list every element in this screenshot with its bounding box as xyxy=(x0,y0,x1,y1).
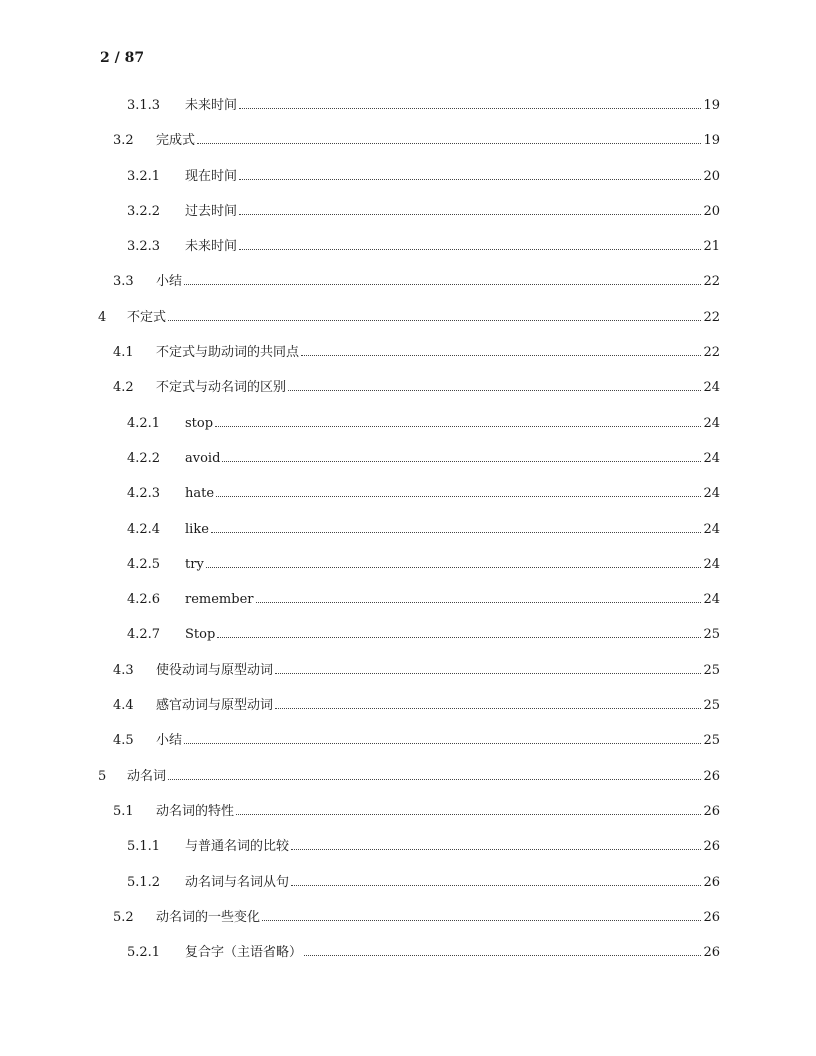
toc-dot-leader xyxy=(211,531,702,533)
toc-dot-leader xyxy=(275,672,701,674)
toc-entry[interactable] xyxy=(0,371,816,406)
toc-entry-line xyxy=(127,874,720,892)
toc-entry-line xyxy=(113,379,720,397)
toc-entry-number: 4.2.1 xyxy=(127,415,161,431)
toc-entry-number: 4.4 xyxy=(113,698,134,714)
toc-entry-page[interactable]: 22 xyxy=(703,345,720,361)
toc-entry[interactable] xyxy=(0,724,816,759)
toc-entry[interactable] xyxy=(0,866,816,901)
toc-entry-title[interactable]: avoid xyxy=(185,450,221,466)
toc-entry[interactable] xyxy=(0,477,816,512)
toc-entry-number: 3.1.3 xyxy=(127,98,161,113)
toc-entry-number: 3.2 xyxy=(113,133,134,149)
toc-entry-line xyxy=(113,273,720,291)
toc-entry-number: 4.2.7 xyxy=(127,627,161,643)
toc-entry-title[interactable]: 使役动词与原型动词 xyxy=(156,662,274,678)
toc-entry[interactable] xyxy=(0,618,816,653)
toc-entry-line xyxy=(113,662,720,680)
toc-entry-title[interactable]: try xyxy=(185,556,204,572)
toc-entry-number: 4 xyxy=(98,309,107,325)
toc-entry-title[interactable]: 动名词 xyxy=(127,768,167,784)
toc-entry-page[interactable]: 25 xyxy=(703,698,720,714)
toc-entry[interactable] xyxy=(0,548,816,583)
toc-entry-line xyxy=(127,944,720,962)
toc-entry-line xyxy=(127,521,720,539)
toc-dot-leader xyxy=(262,919,701,921)
table-of-contents xyxy=(0,89,816,971)
toc-entry-page[interactable]: 24 xyxy=(703,521,720,537)
toc-entry-number: 5.2 xyxy=(113,909,134,925)
toc-entry[interactable] xyxy=(0,195,816,230)
toc-entry-title[interactable]: 感官动词与原型动词 xyxy=(156,698,274,714)
toc-entry-page[interactable]: 24 xyxy=(703,380,720,396)
toc-entry-line xyxy=(113,132,720,150)
toc-entry-title[interactable]: 不定式与动名词的区别 xyxy=(156,380,287,396)
toc-entry[interactable] xyxy=(0,583,816,618)
toc-entry-title[interactable]: like xyxy=(185,521,209,537)
toc-entry[interactable] xyxy=(0,301,816,336)
toc-entry-title[interactable]: remember xyxy=(185,592,254,608)
toc-entry-page[interactable]: 26 xyxy=(703,945,720,961)
toc-entry[interactable] xyxy=(0,230,816,265)
toc-dot-leader xyxy=(168,319,701,321)
toc-entry-number: 3.2.1 xyxy=(127,168,161,184)
toc-entry-title[interactable]: 与普通名词的比较 xyxy=(185,839,290,855)
toc-entry-title[interactable]: 完成式 xyxy=(156,133,196,149)
toc-entry-page[interactable]: 25 xyxy=(703,662,720,678)
toc-entry-line xyxy=(127,238,720,256)
toc-entry-title[interactable]: 小结 xyxy=(156,733,183,749)
toc-entry[interactable] xyxy=(0,160,816,195)
toc-entry-page[interactable]: 20 xyxy=(703,203,720,219)
toc-dot-leader xyxy=(239,248,701,250)
toc-entry-number: 5.2.1 xyxy=(127,945,161,961)
toc-entry[interactable] xyxy=(0,265,816,300)
toc-entry-page[interactable]: 25 xyxy=(703,627,720,643)
toc-dot-leader xyxy=(304,954,701,956)
toc-entry-page[interactable]: 20 xyxy=(703,168,720,184)
toc-dot-leader xyxy=(197,142,701,144)
toc-entry-line xyxy=(127,415,720,433)
toc-entry-page[interactable]: 22 xyxy=(703,274,720,290)
toc-entry[interactable] xyxy=(0,654,816,689)
toc-entry-number: 3.3 xyxy=(113,274,134,290)
toc-entry-title[interactable]: 动名词的一些变化 xyxy=(156,909,261,925)
toc-dot-leader xyxy=(236,813,701,815)
toc-dot-leader xyxy=(291,884,701,886)
toc-entry-line xyxy=(127,838,720,856)
toc-entry[interactable] xyxy=(0,89,816,124)
toc-entry-page[interactable]: 24 xyxy=(703,415,720,431)
toc-entry-line xyxy=(98,309,720,327)
toc-entry[interactable] xyxy=(0,936,816,971)
toc-entry-title[interactable]: 未来时间 xyxy=(185,239,238,255)
toc-entry-title[interactable]: hate xyxy=(185,486,215,502)
toc-entry-page[interactable]: 24 xyxy=(703,556,720,572)
toc-dot-leader xyxy=(275,707,701,709)
toc-entry-line xyxy=(113,803,720,821)
toc-entry-line xyxy=(127,450,720,468)
toc-dot-leader xyxy=(239,178,701,180)
page-number: 2 / 87 xyxy=(100,50,145,66)
toc-entry[interactable] xyxy=(0,795,816,830)
toc-dot-leader xyxy=(239,213,701,215)
toc-entry-line xyxy=(113,909,720,927)
toc-dot-leader xyxy=(184,283,701,285)
toc-entry[interactable] xyxy=(0,760,816,795)
toc-entry-line xyxy=(127,97,720,115)
toc-entry[interactable] xyxy=(0,442,816,477)
toc-entry[interactable] xyxy=(0,407,816,442)
toc-entry-page[interactable]: 24 xyxy=(703,592,720,608)
toc-entry-line xyxy=(127,203,720,221)
toc-entry-page[interactable]: 26 xyxy=(703,768,720,784)
toc-dot-leader xyxy=(291,848,701,850)
toc-entry-line xyxy=(127,485,720,503)
toc-entry-title[interactable]: 未来时间 xyxy=(185,98,238,113)
toc-entry-number: 5.1 xyxy=(113,803,134,819)
toc-entry-title[interactable]: stop xyxy=(185,415,214,431)
toc-entry-title[interactable]: Stop xyxy=(185,627,216,643)
toc-entry-page[interactable]: 26 xyxy=(703,909,720,925)
toc-entry[interactable] xyxy=(0,901,816,936)
toc-entry-number: 4.2.6 xyxy=(127,592,161,608)
toc-dot-leader xyxy=(222,460,701,462)
toc-entry-number: 4.5 xyxy=(113,733,134,749)
toc-entry-number: 4.2.5 xyxy=(127,556,161,572)
toc-entry-number: 3.2.3 xyxy=(127,239,161,255)
toc-entry-page[interactable]: 19 xyxy=(703,133,720,149)
toc-entry-page[interactable]: 24 xyxy=(703,450,720,466)
toc-entry[interactable] xyxy=(0,689,816,724)
toc-entry-title[interactable]: 动名词的特性 xyxy=(156,803,235,819)
toc-entry-number: 4.2.3 xyxy=(127,486,161,502)
toc-entry-line xyxy=(127,556,720,574)
toc-dot-leader xyxy=(239,107,701,109)
toc-entry-number: 5 xyxy=(98,768,107,784)
toc-entry-number: 4.2 xyxy=(113,380,134,396)
toc-dot-leader xyxy=(206,566,702,568)
toc-entry[interactable] xyxy=(0,336,816,371)
toc-entry-line xyxy=(98,768,720,786)
toc-entry-page[interactable]: 26 xyxy=(703,803,720,819)
toc-dot-leader xyxy=(217,636,701,638)
toc-entry-number: 4.2.2 xyxy=(127,450,161,466)
toc-entry-number: 3.2.2 xyxy=(127,203,161,219)
toc-entry-page[interactable]: 24 xyxy=(703,486,720,502)
toc-entry-title[interactable]: 过去时间 xyxy=(185,203,238,219)
toc-entry-number: 4.2.4 xyxy=(127,521,161,537)
toc-dot-leader xyxy=(215,425,701,427)
toc-entry-line xyxy=(127,168,720,186)
toc-entry-title[interactable]: 不定式 xyxy=(127,309,167,325)
toc-entry-line xyxy=(127,591,720,609)
toc-dot-leader xyxy=(184,742,701,744)
toc-entry-page[interactable]: 26 xyxy=(703,839,720,855)
toc-entry-number: 4.3 xyxy=(113,662,134,678)
toc-dot-leader xyxy=(256,601,702,603)
toc-entry-page[interactable]: 21 xyxy=(703,239,720,255)
toc-entry-line xyxy=(113,697,720,715)
toc-entry-title[interactable]: 不定式与助动词的共同点 xyxy=(156,345,300,361)
toc-entry-line xyxy=(113,732,720,750)
toc-dot-leader xyxy=(168,778,701,780)
toc-dot-leader xyxy=(288,389,701,391)
toc-entry-line xyxy=(127,626,720,644)
toc-entry[interactable] xyxy=(0,513,816,548)
toc-entry-page[interactable]: 25 xyxy=(703,733,720,749)
toc-dot-leader xyxy=(216,495,701,497)
toc-dot-leader xyxy=(301,354,701,356)
toc-entry-page[interactable]: 26 xyxy=(703,874,720,890)
toc-entry-title[interactable]: 动名词与名词从句 xyxy=(185,874,290,890)
toc-entry-number: 5.1.1 xyxy=(127,839,161,855)
toc-entry-page[interactable]: 22 xyxy=(703,309,720,325)
toc-entry-number: 4.1 xyxy=(113,345,134,361)
toc-entry-title[interactable]: 小结 xyxy=(156,274,183,290)
toc-entry-number: 5.1.2 xyxy=(127,874,161,890)
toc-entry-title[interactable]: 复合字（主语省略） xyxy=(185,945,303,961)
toc-entry-page[interactable]: 19 xyxy=(703,98,720,113)
toc-entry[interactable] xyxy=(0,830,816,865)
toc-entry-title[interactable]: 现在时间 xyxy=(185,168,238,184)
toc-entry[interactable] xyxy=(0,124,816,159)
toc-entry-line xyxy=(113,344,720,362)
